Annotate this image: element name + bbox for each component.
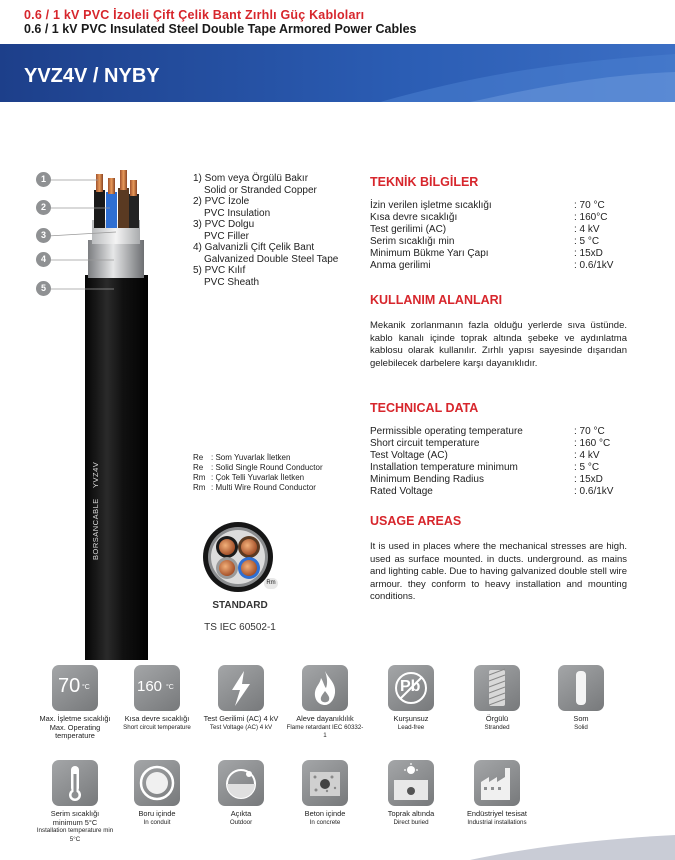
component-1: 1) Som veya Örgülü Bakır Solid or Stranded Copper <box>193 173 317 196</box>
teknik-heading: TEKNİK BİLGİLER <box>370 175 479 189</box>
kullanim-heading: KULLANIM ALANLARI <box>370 293 503 307</box>
icon-caption-install-temp: Serim sıcaklığı minimum 5°C Installation temperature min 5°C <box>36 809 114 843</box>
flame-icon <box>302 665 348 711</box>
cable-print-brand: BORSANCABLE <box>91 498 100 560</box>
spec-row: Test gerilimi (AC) : 4 kV <box>370 224 600 235</box>
component-2: 2) PVC İzole PVC Insulation <box>193 196 271 219</box>
lightning-icon <box>218 665 264 711</box>
direct-buried-icon <box>388 760 434 806</box>
standard-label: STANDARD <box>212 600 268 611</box>
spec-row: İzin verilen işletme sıcaklığı : 70 °C <box>370 200 605 211</box>
cable-illustration <box>30 160 180 660</box>
temperature-160-icon: 160 °C <box>134 665 180 711</box>
usage-text: It is used in places where the mechanical stresses are high. used as surface mounted. in ducts. underground. as mains and lighting cable. Due to having galvanized double stell wire armour. they conform to heavy installation and mounting conditions. <box>370 541 627 602</box>
spec-row: Serim sıcaklığı min : 5 °C <box>370 236 600 247</box>
outdoor-icon <box>218 760 264 806</box>
thermometer-icon <box>52 760 98 806</box>
usage-heading: USAGE AREAS <box>370 514 462 528</box>
teknik-table <box>370 200 630 272</box>
callout-4: 4 <box>36 252 51 267</box>
concrete-icon <box>302 760 348 806</box>
technical-table <box>370 426 630 498</box>
spec-row: Minimum Bükme Yarı Çapı : 15xD <box>370 248 603 259</box>
spec-row: Anma gerilimi : 0.6/1kV <box>370 260 614 271</box>
rm-badge: Rm <box>264 578 278 589</box>
kullanim-text: Mekanik zorlanmanın fazla olduğu yerlerde sıva üstünde. kablo kanalı içinde toprak altında şebeke ve aydınlatma kablosu olarak kullanılır. Zırhlı yapısı sayesinde dışarıdan gelebilecek darbelere karşı dayanıklıdır. <box>370 320 627 369</box>
legend-row: Re : Solid Single Round Conductor <box>193 463 323 472</box>
legend-row: Rm : Multi Wire Round Conductor <box>193 483 316 492</box>
components-list <box>193 173 353 288</box>
spec-row: Installation temperature minimum : 5 °C <box>370 462 600 473</box>
icon-caption-concrete: Beton içinde In concrete <box>304 809 346 826</box>
legend-row: Re : Som Yuvarlak İletken <box>193 453 291 462</box>
footer-swoosh <box>470 835 675 860</box>
spec-row: Test Voltage (AC) : 4 kV <box>370 450 600 461</box>
icon-caption-outdoor: Açıkta Outdoor <box>229 809 253 826</box>
icon-caption-short-circuit: Kısa devre sıcaklığı Short circuit temperature <box>123 714 191 731</box>
icon-caption-flame: Aleve dayanıklılık Flame retardant IEC 60332-1 <box>286 714 364 740</box>
title-english: 0.6 / 1 kV PVC Insulated Steel Double Tape Armored Power Cables <box>24 22 417 36</box>
title-turkish: 0.6 / 1 kV PVC İzoleli Çift Çelik Bant Zırhlı Güç Kabloları <box>24 8 365 22</box>
standard-code: TS IEC 60502-1 <box>204 622 276 633</box>
icon-caption-lead-free: Kurşunsuz Lead-free <box>393 714 429 731</box>
icon-caption-industrial: Endüstriyel tesisat Industrial installations <box>467 809 527 826</box>
callout-5: 5 <box>36 281 51 296</box>
stranded-icon <box>474 665 520 711</box>
icon-caption-direct-buried: Toprak altında Direct buried <box>387 809 435 826</box>
icon-caption-solid: Som Solid <box>573 714 589 731</box>
spec-row: Minimum Bending Radius : 15xD <box>370 474 603 485</box>
component-3: 3) PVC Dolgu PVC Filler <box>193 219 255 242</box>
conduit-icon <box>134 760 180 806</box>
conductor-legend <box>193 453 353 493</box>
lead-free-icon: Pb <box>388 665 434 711</box>
component-5: 5) PVC Kılıf PVC Sheath <box>193 265 260 288</box>
callout-3: 3 <box>36 228 51 243</box>
legend-row: Rm : Çok Telli Yuvarlak İletken <box>193 473 305 482</box>
spec-row: Kısa devre sıcaklığı : 160°C <box>370 212 608 223</box>
technical-heading: TECHNICAL DATA <box>370 401 479 415</box>
component-4: 4) Galvanizli Çift Çelik Bant Galvanized Double Steel Tape <box>193 242 339 265</box>
callout-1: 1 <box>36 172 51 187</box>
solid-icon <box>558 665 604 711</box>
callout-2: 2 <box>36 200 51 215</box>
temperature-70-icon: 70 °C <box>52 665 98 711</box>
icon-caption-conduit: Boru içinde In conduit <box>138 809 176 826</box>
spec-row: Permissible operating temperature : 70 °C <box>370 426 605 437</box>
cable-print-type: YVZ4V <box>91 461 100 488</box>
icon-caption-stranded: Örgülü Stranded <box>484 714 510 731</box>
icon-caption-test-voltage: Test Gerilimi (AC) 4 kV Test Voltage (AC) 4 kV <box>203 714 279 731</box>
spec-row: Rated Voltage : 0.6/1kV <box>370 486 614 497</box>
product-code: YVZ4V / NYBY <box>24 65 160 87</box>
industrial-icon <box>474 760 520 806</box>
spec-row: Short circuit temperature : 160 °C <box>370 438 611 449</box>
icon-caption-operating-temp: Max. İşletme sıcaklığı Max. Operating temperature <box>39 714 111 741</box>
